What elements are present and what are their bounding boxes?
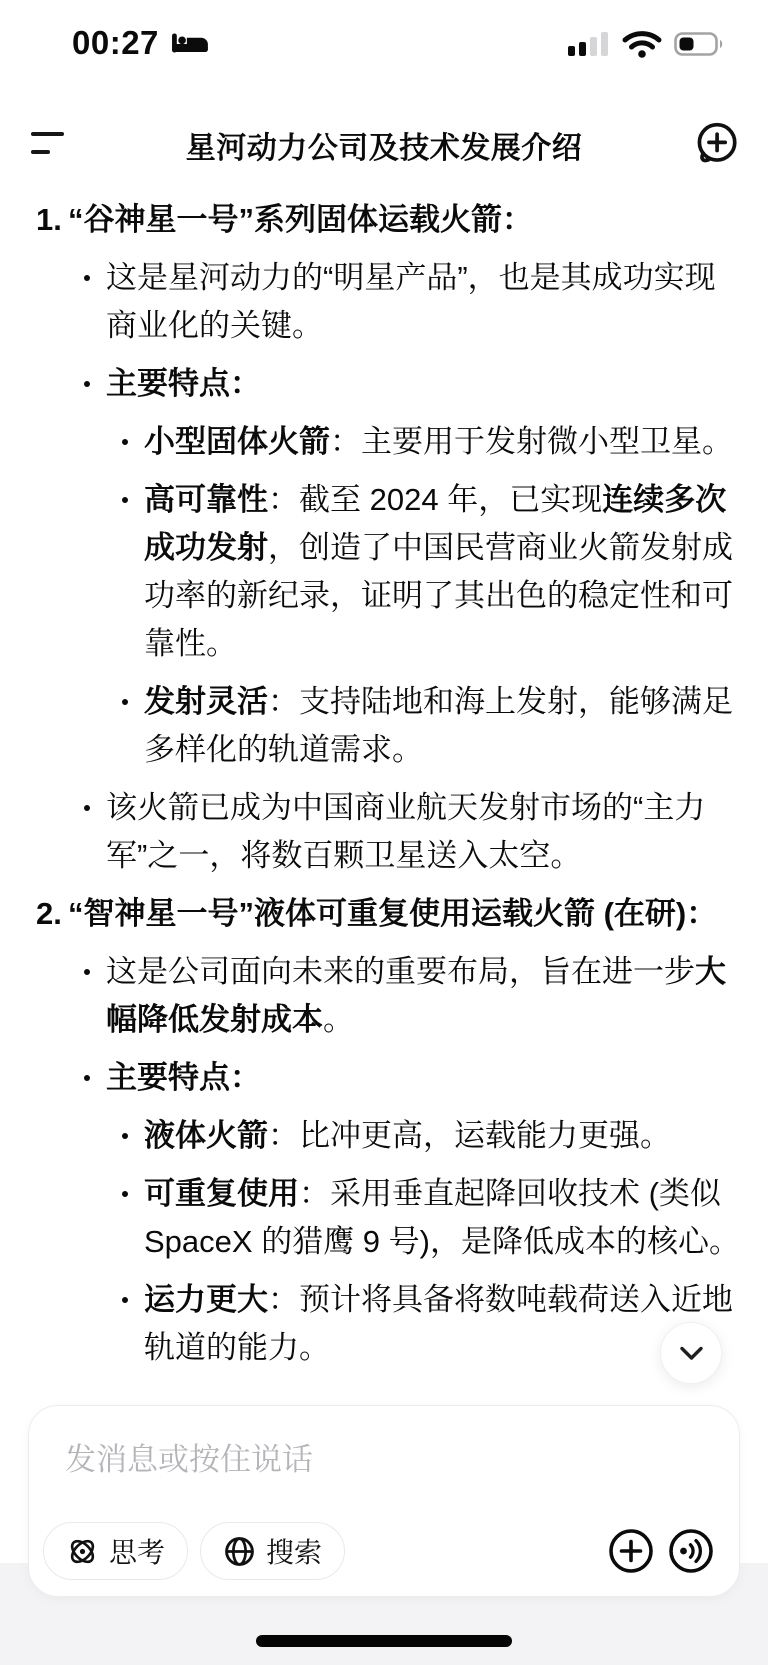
battery-icon bbox=[674, 32, 724, 56]
cellular-signal-icon bbox=[568, 31, 610, 57]
search-toggle-button[interactable] bbox=[200, 1522, 345, 1580]
status-right bbox=[568, 30, 724, 58]
bullet-list-l2 bbox=[120, 418, 740, 774]
content-section bbox=[36, 196, 740, 880]
voice-call-button[interactable] bbox=[667, 1527, 715, 1575]
section-heading bbox=[36, 890, 740, 938]
composer-card bbox=[28, 1405, 740, 1597]
section-title: “智神星一号”液体可重复使用运载火箭 (在研)： bbox=[68, 896, 718, 931]
bullet-item: 可重复使用：采用垂直起降回收技术 (类似 SpaceX 的猎鹰 9 号)，是降低成本的核心。 bbox=[120, 1170, 740, 1266]
section-number: 1. bbox=[36, 202, 62, 237]
scroll-to-bottom-button[interactable] bbox=[660, 1322, 722, 1384]
bullet-item: 该火箭已成为中国商业航天发射市场的“主力军”之一，将数百颗卫星送入太空。 bbox=[82, 784, 740, 880]
bullet-item: 运力更大：预计将具备将数吨载荷送入近地轨道的能力。 bbox=[120, 1276, 740, 1372]
bed-icon bbox=[171, 30, 209, 56]
new-chat-button[interactable] bbox=[690, 118, 742, 170]
voice-wave-icon bbox=[668, 1528, 714, 1574]
wifi-icon bbox=[622, 30, 662, 58]
think-toggle-button[interactable] bbox=[43, 1522, 188, 1580]
bullet-item: 这是星河动力的“明星产品”，也是其成功实现商业化的关键。 bbox=[82, 254, 740, 350]
atom-icon bbox=[66, 1535, 99, 1568]
bullet-item: 发射灵活：支持陆地和海上发射，能够满足多样化的轨道需求。 bbox=[120, 678, 740, 774]
bullet-list-l1 bbox=[82, 254, 740, 880]
bullet-item: 主要特点： 小型固体火箭：主要用于发射微小型卫星。 高可靠性：截至 2024 年，已实现连续多次成功发射，创造了中国民营商业火箭发射成功率的新纪录，证明了其出色的稳定性和可靠性。 发射灵活：支持陆地和海上发射，能够满足多样化的轨道需求。 bbox=[82, 360, 740, 774]
globe-icon bbox=[223, 1535, 256, 1568]
menu-button[interactable] bbox=[31, 124, 71, 164]
think-label: 思考 bbox=[109, 1537, 166, 1568]
chat-message bbox=[0, 180, 768, 1372]
page-title: 星河动力公司及技术发展介绍 bbox=[185, 132, 583, 165]
section-heading bbox=[36, 196, 740, 244]
new-chat-plus-icon bbox=[690, 118, 742, 170]
bullet-item: 液体火箭：比冲更高，运载能力更强。 bbox=[120, 1112, 740, 1160]
message-input[interactable]: 发消息或按住说话 bbox=[65, 1442, 313, 1477]
chevron-down-icon bbox=[678, 1345, 705, 1362]
home-indicator[interactable] bbox=[256, 1635, 512, 1647]
section-title: “谷神星一号”系列固体运载火箭： bbox=[68, 202, 533, 237]
search-label: 搜索 bbox=[266, 1537, 323, 1568]
bullet-item: 这是公司面向未来的重要布局，旨在进一步大幅降低发射成本。 bbox=[82, 948, 740, 1044]
bullet-list-l2 bbox=[120, 1112, 740, 1372]
menu-icon bbox=[31, 132, 64, 136]
composer-toolbar bbox=[43, 1522, 715, 1580]
bullet-item: 高可靠性：截至 2024 年，已实现连续多次成功发射，创造了中国民营商业火箭发射成功率的新纪录，证明了其出色的稳定性和可靠性。 bbox=[120, 476, 740, 668]
status-time: 00:27 bbox=[72, 24, 159, 61]
content-section bbox=[36, 890, 740, 1372]
chat-header bbox=[0, 110, 768, 180]
bullet-item: 主要特点： 液体火箭：比冲更高，运载能力更强。 可重复使用：采用垂直起降回收技术 (类似 SpaceX 的猎鹰 9 号)，是降低成本的核心。 运力更大：预计将具备将数吨载荷送入近地轨道的能力。 bbox=[82, 1054, 740, 1372]
bullet-list-l1 bbox=[82, 948, 740, 1372]
attach-plus-button[interactable] bbox=[607, 1527, 655, 1575]
bullet-item: 小型固体火箭：主要用于发射微小型卫星。 bbox=[120, 418, 740, 466]
section-number: 2. bbox=[36, 896, 62, 931]
plus-circle-icon bbox=[608, 1528, 654, 1574]
status-left bbox=[72, 24, 209, 62]
status-bar bbox=[0, 0, 768, 84]
message-content bbox=[36, 196, 740, 1372]
